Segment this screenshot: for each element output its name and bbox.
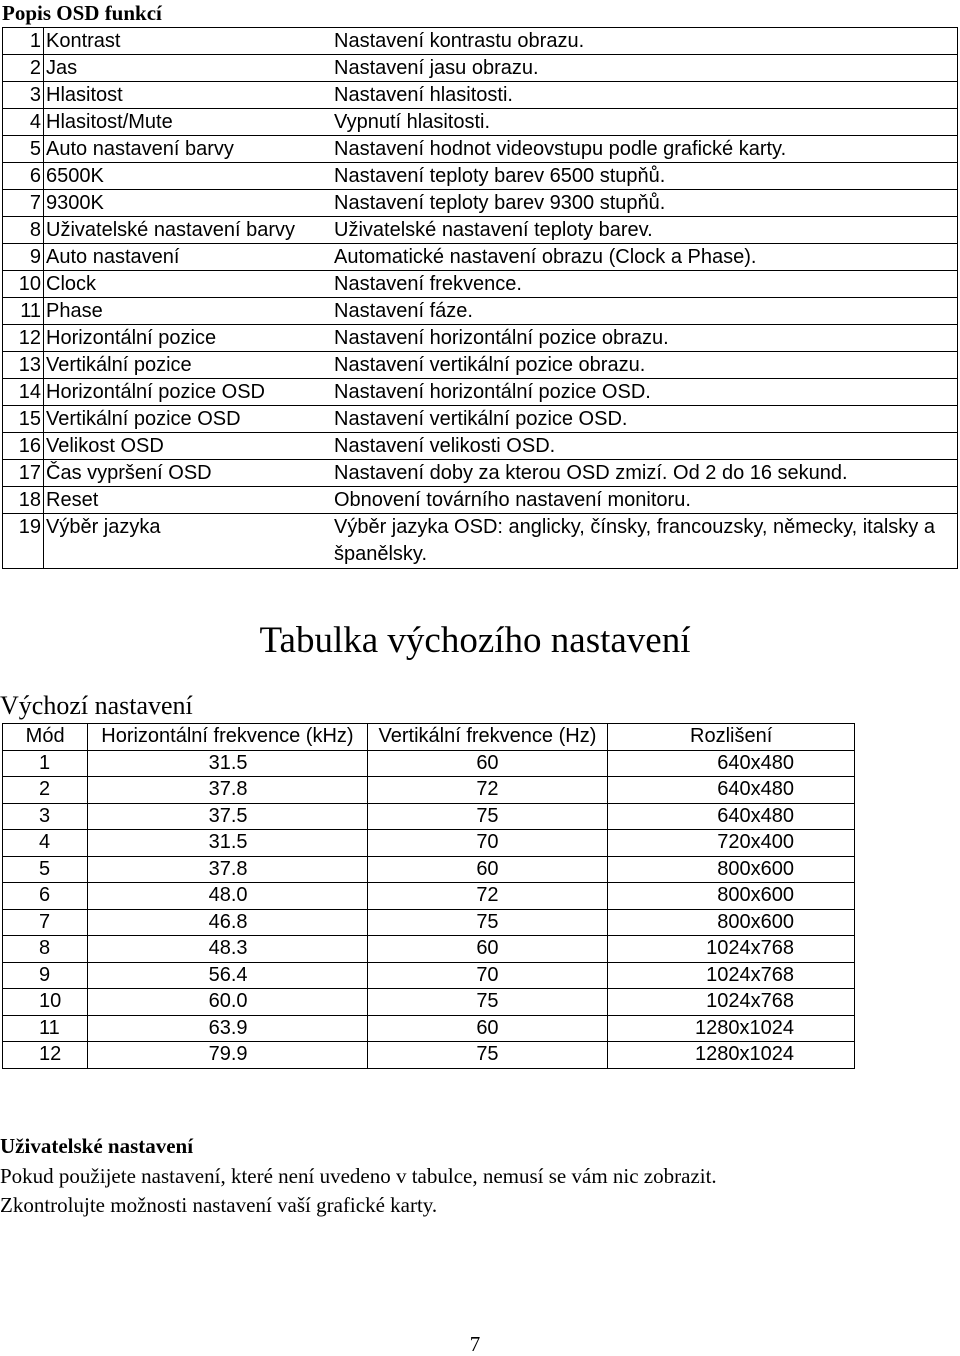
osd-row-number: 19 <box>3 514 44 569</box>
horizontal-frequency-cell: 56.4 <box>88 962 367 989</box>
mode-cell: 5 <box>3 856 88 883</box>
osd-row-function: Čas vypršení OSD <box>44 460 328 487</box>
vertical-frequency-cell: 60 <box>367 856 608 883</box>
osd-function-row <box>3 109 958 136</box>
vertical-frequency-cell: 72 <box>367 883 608 910</box>
resolution-cell: 1024x768 <box>608 936 855 963</box>
osd-row-function: Hlasitost <box>44 82 328 109</box>
osd-row-description: Nastavení teploty barev 9300 stupňů. <box>327 190 958 217</box>
horizontal-frequency-cell: 48.3 <box>88 936 367 963</box>
default-modes-table <box>2 723 855 1069</box>
osd-function-row <box>3 352 958 379</box>
osd-row-description: Výběr jazyka OSD: anglicky, čínsky, francouzsky, německy, italsky a španělsky. <box>327 514 958 569</box>
osd-function-row <box>3 271 958 298</box>
osd-row-description: Nastavení hlasitosti. <box>327 82 958 109</box>
osd-function-row <box>3 460 958 487</box>
osd-function-row <box>3 55 958 82</box>
default-mode-row <box>3 777 855 804</box>
osd-row-description: Nastavení vertikální pozice obrazu. <box>327 352 958 379</box>
mode-cell: 10 <box>3 989 88 1016</box>
vertical-frequency-cell: 60 <box>367 936 608 963</box>
osd-section-title: Popis OSD funkcí <box>2 1 162 25</box>
osd-row-function: Horizontální pozice <box>44 325 328 352</box>
osd-row-function: Horizontální pozice OSD <box>44 379 328 406</box>
osd-row-function: Kontrast <box>44 28 328 55</box>
horizontal-frequency-cell: 46.8 <box>88 909 367 936</box>
osd-row-function: Vertikální pozice <box>44 352 328 379</box>
osd-row-description: Vypnutí hlasitosti. <box>327 109 958 136</box>
osd-function-row <box>3 163 958 190</box>
osd-row-number: 3 <box>3 82 44 109</box>
osd-function-row <box>3 28 958 55</box>
osd-row-function: Auto nastavení <box>44 244 328 271</box>
osd-row-description: Nastavení horizontální pozice obrazu. <box>327 325 958 352</box>
defaults-table-title <box>0 618 950 664</box>
mode-cell: 12 <box>3 1042 88 1069</box>
defaults-table-title-text: Tabulka výchozího nastavení <box>259 620 691 661</box>
osd-row-function: Phase <box>44 298 328 325</box>
vertical-frequency-cell: 70 <box>367 962 608 989</box>
osd-row-number: 10 <box>3 271 44 298</box>
osd-row-number: 9 <box>3 244 44 271</box>
osd-row-function: Reset <box>44 487 328 514</box>
osd-row-number: 14 <box>3 379 44 406</box>
osd-row-function: Hlasitost/Mute <box>44 109 328 136</box>
osd-row-description: Uživatelské nastavení teploty barev. <box>327 217 958 244</box>
horizontal-frequency-cell: 31.5 <box>88 750 367 777</box>
osd-function-row <box>3 190 958 217</box>
osd-row-description: Nastavení vertikální pozice OSD. <box>327 406 958 433</box>
osd-row-function: Uživatelské nastavení barvy <box>44 217 328 244</box>
osd-row-description: Obnovení továrního nastavení monitoru. <box>327 487 958 514</box>
osd-row-function: 9300K <box>44 190 328 217</box>
vertical-frequency-cell: 75 <box>367 909 608 936</box>
vertical-frequency-cell: 75 <box>367 1042 608 1069</box>
osd-function-row <box>3 325 958 352</box>
default-mode-row <box>3 909 855 936</box>
default-mode-row <box>3 750 855 777</box>
osd-row-number: 2 <box>3 55 44 82</box>
default-mode-row <box>3 856 855 883</box>
resolution-cell: 1280x1024 <box>608 1015 855 1042</box>
osd-row-number: 4 <box>3 109 44 136</box>
mode-cell: 6 <box>3 883 88 910</box>
osd-row-number: 1 <box>3 28 44 55</box>
page-number: 7 <box>469 1332 481 1356</box>
horizontal-frequency-cell: 37.8 <box>88 856 367 883</box>
mode-cell: 8 <box>3 936 88 963</box>
default-mode-row <box>3 1042 855 1069</box>
osd-function-row <box>3 514 958 569</box>
osd-row-function: Jas <box>44 55 328 82</box>
osd-row-description: Nastavení jasu obrazu. <box>327 55 958 82</box>
osd-functions-body <box>3 28 958 569</box>
osd-row-number: 11 <box>3 298 44 325</box>
osd-row-description: Nastavení kontrastu obrazu. <box>327 28 958 55</box>
mode-cell: 2 <box>3 777 88 804</box>
osd-function-row <box>3 217 958 244</box>
default-modes-body <box>3 750 855 1068</box>
horizontal-frequency-cell: 37.8 <box>88 777 367 804</box>
horizontal-frequency-cell: 48.0 <box>88 883 367 910</box>
header-mode: Mód <box>3 724 88 751</box>
osd-row-function: Clock <box>44 271 328 298</box>
resolution-cell: 720x400 <box>608 830 855 857</box>
default-mode-row <box>3 803 855 830</box>
osd-row-description: Nastavení hodnot videovstupu podle grafické karty. <box>327 136 958 163</box>
user-settings-line-2: Zkontrolujte možnosti nastavení vaší grafické karty. <box>0 1193 438 1217</box>
osd-function-row <box>3 244 958 271</box>
user-settings-line-1: Pokud použijete nastavení, které není uvedeno v tabulce, nemusí se vám nic zobrazit. <box>0 1164 717 1188</box>
resolution-cell: 800x600 <box>608 909 855 936</box>
osd-row-description: Nastavení teploty barev 6500 stupňů. <box>327 163 958 190</box>
osd-row-function: Auto nastavení barvy <box>44 136 328 163</box>
osd-row-number: 8 <box>3 217 44 244</box>
osd-row-function: 6500K <box>44 163 328 190</box>
osd-function-row <box>3 406 958 433</box>
vertical-frequency-cell: 75 <box>367 989 608 1016</box>
osd-function-row <box>3 136 958 163</box>
osd-function-row <box>3 298 958 325</box>
osd-row-description: Nastavení velikosti OSD. <box>327 433 958 460</box>
osd-row-number: 12 <box>3 325 44 352</box>
osd-function-row <box>3 82 958 109</box>
mode-cell: 1 <box>3 750 88 777</box>
resolution-cell: 640x480 <box>608 803 855 830</box>
horizontal-frequency-cell: 79.9 <box>88 1042 367 1069</box>
osd-functions-table <box>2 27 958 569</box>
user-settings-title: Uživatelské nastavení <box>0 1134 194 1158</box>
vertical-frequency-cell: 60 <box>367 750 608 777</box>
default-mode-row <box>3 962 855 989</box>
osd-row-function: Vertikální pozice OSD <box>44 406 328 433</box>
osd-row-number: 16 <box>3 433 44 460</box>
user-settings-paragraph <box>0 1162 958 1220</box>
default-mode-row <box>3 883 855 910</box>
header-horizontal-frequency: Horizontální frekvence (kHz) <box>88 724 367 751</box>
osd-row-number: 18 <box>3 487 44 514</box>
resolution-cell: 1024x768 <box>608 962 855 989</box>
osd-function-row <box>3 487 958 514</box>
osd-row-number: 6 <box>3 163 44 190</box>
mode-cell: 4 <box>3 830 88 857</box>
mode-cell: 3 <box>3 803 88 830</box>
resolution-cell: 640x480 <box>608 777 855 804</box>
osd-row-description: Nastavení fáze. <box>327 298 958 325</box>
osd-row-number: 15 <box>3 406 44 433</box>
horizontal-frequency-cell: 37.5 <box>88 803 367 830</box>
horizontal-frequency-cell: 63.9 <box>88 1015 367 1042</box>
osd-row-function: Velikost OSD <box>44 433 328 460</box>
vertical-frequency-cell: 72 <box>367 777 608 804</box>
mode-cell: 9 <box>3 962 88 989</box>
osd-row-number: 7 <box>3 190 44 217</box>
vertical-frequency-cell: 60 <box>367 1015 608 1042</box>
vertical-frequency-cell: 70 <box>367 830 608 857</box>
default-mode-row <box>3 936 855 963</box>
default-mode-row <box>3 830 855 857</box>
resolution-cell: 1280x1024 <box>608 1042 855 1069</box>
horizontal-frequency-cell: 60.0 <box>88 989 367 1016</box>
osd-row-description: Nastavení doby za kterou OSD zmizí. Od 2 do 16 sekund. <box>327 460 958 487</box>
mode-cell: 11 <box>3 1015 88 1042</box>
horizontal-frequency-cell: 31.5 <box>88 830 367 857</box>
default-mode-row <box>3 1015 855 1042</box>
mode-cell: 7 <box>3 909 88 936</box>
default-modes-header-row <box>3 724 855 751</box>
osd-row-number: 5 <box>3 136 44 163</box>
resolution-cell: 800x600 <box>608 856 855 883</box>
header-resolution: Rozlišení <box>608 724 855 751</box>
default-mode-row <box>3 989 855 1016</box>
resolution-cell: 1024x768 <box>608 989 855 1016</box>
osd-row-number: 17 <box>3 460 44 487</box>
osd-row-function: Výběr jazyka <box>44 514 328 569</box>
resolution-cell: 800x600 <box>608 883 855 910</box>
osd-function-row <box>3 433 958 460</box>
vertical-frequency-cell: 75 <box>367 803 608 830</box>
header-vertical-frequency: Vertikální frekvence (Hz) <box>367 724 608 751</box>
osd-row-description: Nastavení frekvence. <box>327 271 958 298</box>
osd-row-description: Automatické nastavení obrazu (Clock a Phase). <box>327 244 958 271</box>
resolution-cell: 640x480 <box>608 750 855 777</box>
osd-function-row <box>3 379 958 406</box>
osd-row-description: Nastavení horizontální pozice OSD. <box>327 379 958 406</box>
defaults-subtitle: Výchozí nastavení <box>0 691 193 720</box>
osd-row-number: 13 <box>3 352 44 379</box>
